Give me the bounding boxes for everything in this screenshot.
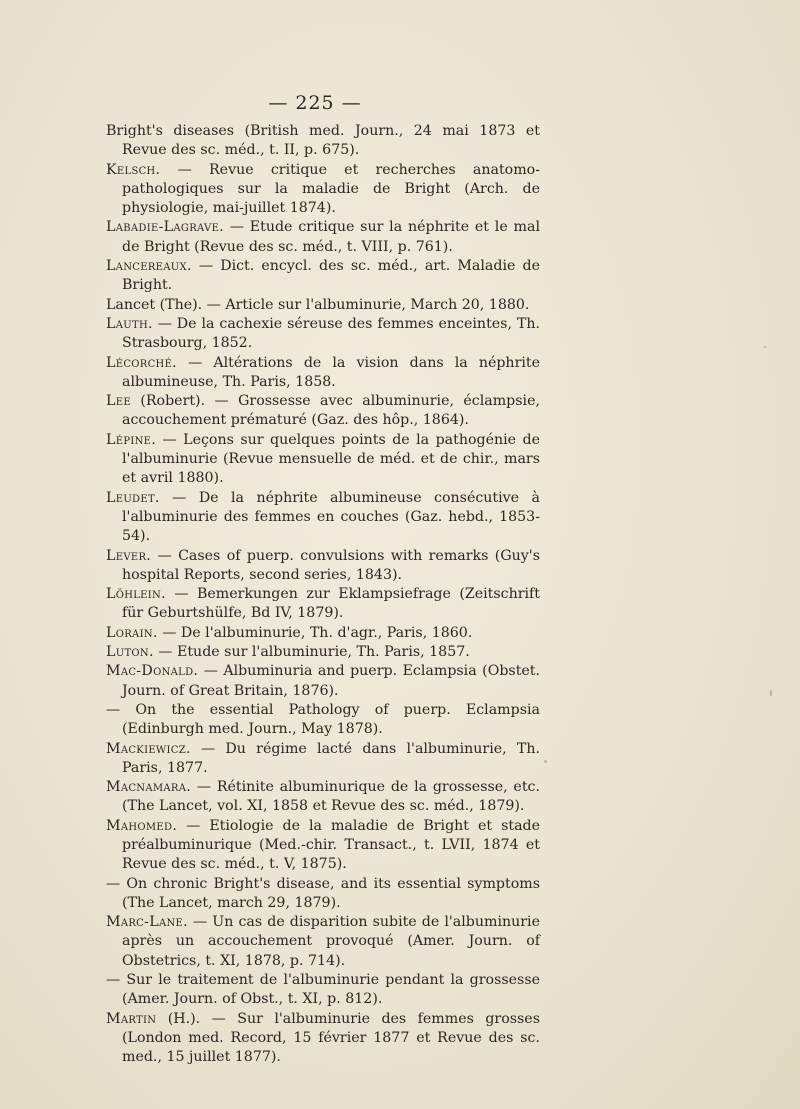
entry-text: Revue critique et recherches anatomo-pathologiques sur la maladie de Bright (Arch. de physiologie, mai-juillet 1874).	[122, 161, 540, 217]
entry-separator	[156, 1011, 167, 1027]
entry-author: Lauth.	[106, 315, 153, 332]
bibliography-entry	[106, 1010, 540, 1068]
entry-author: Lorain.	[106, 624, 158, 641]
entry-author: Lee	[106, 393, 131, 410]
entry-text: — Sur le traitement de l'albuminurie pendant la grossesse (Amer. Journ. of Obst., t. XI, p. 812).	[106, 972, 540, 1008]
bibliography-entry	[106, 624, 540, 643]
bibliography-entry	[106, 971, 540, 1010]
entry-separator: —	[165, 586, 197, 603]
page-number: — 225 —	[268, 92, 362, 114]
entry-author: Lépine.	[106, 431, 157, 448]
entry-author: Marc-Lane.	[106, 914, 188, 931]
bibliography-entry	[106, 218, 540, 257]
entry-author: Kelsch.	[106, 161, 161, 178]
paper-speck	[770, 690, 772, 696]
entry-separator: —	[187, 914, 213, 931]
entry-author: Luton.	[106, 644, 154, 661]
bibliography-entry	[106, 740, 540, 779]
bibliography-entry	[106, 662, 540, 701]
entry-author: Mac-Donald.	[106, 663, 199, 680]
entry-author: Löhlein.	[106, 586, 166, 603]
entry-text: — On the essential Pathology of puerp. Eclampsia (Edinburgh med. Journ., May 1878).	[106, 701, 540, 738]
entry-separator: —	[153, 644, 177, 661]
bibliography-entry	[106, 643, 540, 662]
entry-text: (H.). — Sur l'albuminurie des femmes grosses (London med. Record, 15 février 1877 et Revue des sc. med., 15 juillet 1877).	[122, 1010, 540, 1066]
bibliography-entry	[106, 392, 540, 431]
entry-separator	[131, 393, 140, 409]
bibliography-list	[106, 122, 540, 1068]
entry-separator: —	[160, 161, 209, 178]
bibliography-entry	[106, 296, 540, 315]
entry-separator: —	[177, 817, 210, 834]
entry-separator: —	[191, 779, 217, 796]
entry-author: Labadie-Lagrave.	[106, 219, 224, 236]
entry-separator: —	[224, 219, 250, 236]
entry-author: Lancereaux.	[106, 258, 192, 275]
bibliography-entry	[106, 778, 540, 817]
entry-separator: —	[191, 258, 221, 275]
entry-author: Macnamara.	[106, 779, 192, 796]
entry-author: Lécorché.	[106, 354, 177, 371]
bibliography-entry	[106, 315, 540, 354]
paper-speck	[544, 760, 547, 763]
entry-text: Lancet (The). — Article sur l'albuminurie, March 20, 1880.	[106, 296, 530, 313]
entry-text: Etude critique sur la néphrite et le mal de Bright (Revue des sc. méd., t. VIII, p. 761).	[122, 219, 540, 255]
bibliography-entry	[106, 817, 540, 875]
entry-separator: —	[159, 489, 199, 506]
entry-text: Dict. encycl. des sc. méd., art. Maladie de Bright.	[122, 258, 540, 294]
bibliography-entry	[106, 257, 540, 296]
entry-text: Du régime lacté dans l'albuminurie, Th. Paris, 1877.	[122, 740, 540, 776]
entry-author: Leudet.	[106, 489, 160, 506]
entry-separator: —	[198, 663, 224, 680]
entry-text: Leçons sur quelques points de la pathogénie de l'albuminurie (Revue mensuelle de méd. et de chir., mars et avril 1880).	[122, 431, 540, 487]
paper-speck	[764, 346, 766, 348]
bibliography-entry	[106, 122, 540, 161]
entry-separator: —	[176, 354, 214, 371]
entry-text: Bright's diseases (British med. Journ., 24 mai 1873 et Revue des sc. méd., t. II, p. 675).	[106, 123, 540, 159]
bibliography-entry	[106, 354, 540, 393]
entry-author: Mahomed.	[106, 817, 178, 834]
entry-separator: —	[151, 547, 179, 564]
entry-text: Un cas de disparition subite de l'albuminurie après un accouchement provoqué (Amer. Journ. of Obstetrics, t. XI, 1878, p. 714).	[122, 914, 540, 969]
entry-separator: —	[152, 315, 177, 332]
entry-author: Mackiewicz.	[106, 740, 191, 757]
entry-text: (Robert). — Grossesse avec albuminurie, éclampsie, accouchement prématuré (Gaz. des hôp., 1864).	[122, 393, 540, 429]
entry-author: Lever.	[106, 547, 152, 564]
entry-text: Etude sur l'albuminurie, Th. Paris, 1857.	[177, 644, 470, 661]
entry-text: — On chronic Bright's disease, and its essential symptoms (The Lancet, march 29, 1879).	[106, 875, 540, 911]
entry-separator: —	[190, 740, 226, 757]
bibliography-entry	[106, 547, 540, 586]
entry-author: Martin	[106, 1010, 157, 1027]
bibliography-entry	[106, 875, 540, 914]
entry-separator: —	[157, 624, 181, 641]
bibliography-entry	[106, 585, 540, 624]
entry-text: De l'albuminurie, Th. d'agr., Paris, 1860.	[180, 624, 473, 641]
bibliography-entry	[106, 431, 540, 489]
entry-text: Altérations de la vision dans la néphrite albumineuse, Th. Paris, 1858.	[122, 354, 540, 390]
bibliography-entry	[106, 701, 540, 740]
bibliography-entry	[106, 489, 540, 547]
entry-text: Cases of puerp. convulsions with remarks (Guy's hospital Reports, second series, 1843).	[122, 547, 540, 583]
entry-text: Bemerkungen zur Eklampsiefrage (Zeitschrift für Geburtshülfe, Bd IV, 1879).	[122, 586, 540, 622]
entry-text: De la cachexie séreuse des femmes enceintes, Th. Strasbourg, 1852.	[122, 315, 540, 352]
entry-separator: —	[156, 431, 184, 448]
entry-text: Rétinite albuminurique de la grossesse, etc. (The Lancet, vol. XI, 1858 et Revue des sc. méd., 1879).	[122, 779, 540, 815]
bibliography-entry	[106, 913, 540, 971]
entry-text: Albuminuria and puerp. Eclampsia (Obstet. Journ. of Great Britain, 1876).	[122, 663, 540, 699]
entry-text: De la néphrite albumineuse consécutive à l'albuminurie des femmes en couches (Gaz. hebd., 1853-54).	[122, 489, 540, 545]
entry-text: Etiologie de la maladie de Bright et stade préalbuminurique (Med.-chir. Transact., t. LVII, 1874 et Revue des sc. méd., t. V, 1875).	[122, 817, 540, 873]
bibliography-entry	[106, 161, 540, 219]
